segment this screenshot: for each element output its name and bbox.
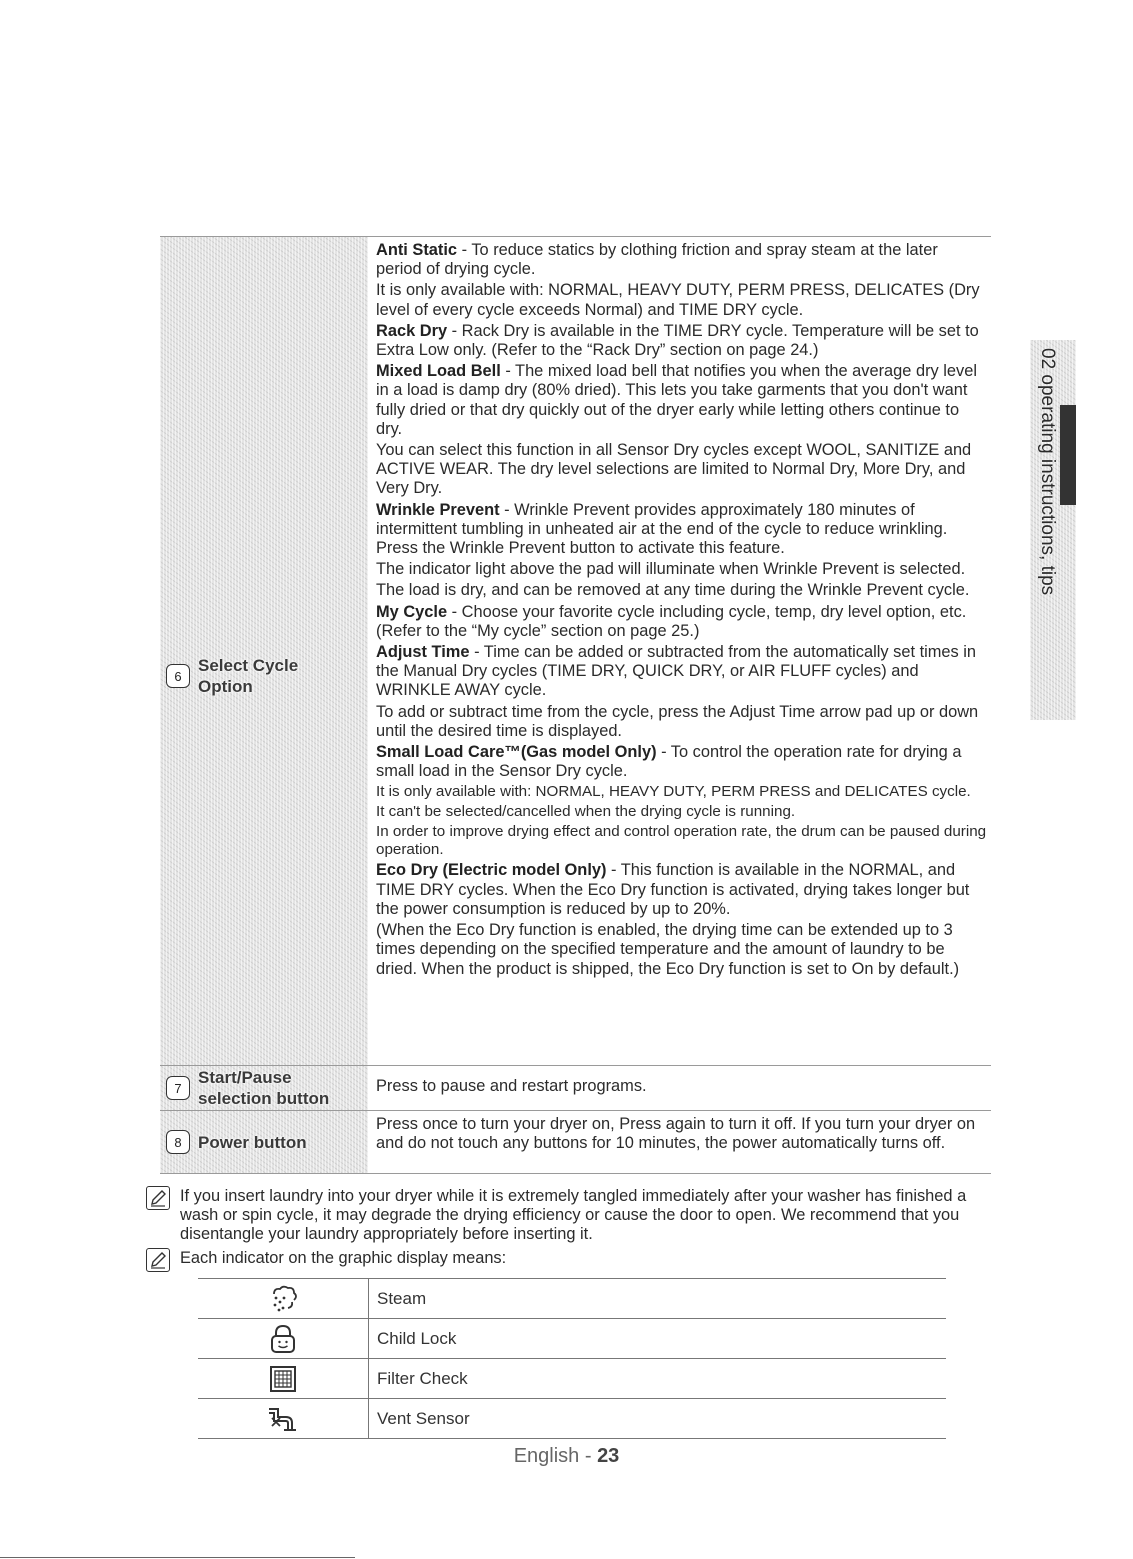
- row-label-cell: [160, 237, 368, 1065]
- description-paragraph: [376, 921, 987, 979]
- indicator-table: [198, 1278, 946, 1439]
- footer-language: English -: [513, 1445, 598, 1467]
- row-label-cell: [160, 1066, 368, 1110]
- indicator-label: Steam: [377, 1288, 427, 1308]
- description-paragraph: [376, 281, 987, 319]
- row-label: [166, 655, 308, 697]
- controls-table: [160, 236, 991, 1174]
- feature-text: - To control the operation rate for drying a small load in the Sensor Dry cycle.: [376, 743, 962, 781]
- description-paragraph: [376, 362, 987, 439]
- description-paragraph: [376, 501, 987, 559]
- row-number-badge: 6: [166, 664, 190, 688]
- indicator-row: [198, 1319, 946, 1359]
- indicator-icon-cell: [198, 1319, 369, 1358]
- indicator-icon-cell: [198, 1279, 369, 1318]
- row-description: [368, 237, 991, 1065]
- feature-text: In order to improve drying effect and control operation rate, the drum can be paused during operation.: [376, 823, 987, 859]
- vent-sensor-icon: [266, 1404, 300, 1434]
- indicator-row: [198, 1359, 946, 1399]
- indicator-row: [198, 1399, 946, 1439]
- feature-text: - This function is available in the NORMAL, and TIME DRY cycles. When the Eco Dry function is activated, drying takes longer but the power consumption is reduced by up to 20%.: [376, 861, 970, 918]
- feature-text: - Time can be added or subtracted from the automatically set times in the Manual Dry cycles (TIME DRY, QUICK DRY, or AIR FLUFF cycles) and WRINKLE AWAY cycle.: [376, 643, 977, 700]
- feature-title: My Cycle: [376, 602, 448, 621]
- row-label-cell: [160, 1111, 368, 1173]
- description-paragraph: [376, 560, 987, 579]
- feature-text: Press once to turn your dryer on, Press again to turn it off. If you turn your dryer on and do not touch any buttons for 10 minutes, the power automatically turns off.: [376, 1115, 976, 1153]
- indicator-row: [198, 1279, 946, 1319]
- feature-text: The indicator light above the pad will illuminate when Wrinkle Prevent is selected.: [376, 560, 966, 579]
- description-paragraph: [376, 241, 987, 279]
- indicator-icon-cell: [198, 1359, 369, 1398]
- feature-text: - Wrinkle Prevent provides approximately 180 minutes of intermittent tumbling in unheated air at the end of the cycle to reduce wrinkling. Press the Wrinkle Prevent button to activate this feature.: [376, 500, 948, 558]
- description-paragraph: [376, 1115, 987, 1153]
- indicator-label: Child Lock: [377, 1328, 457, 1348]
- row-label-text: Start/Pause selection button: [198, 1068, 330, 1108]
- feature-text: - To reduce statics by clothing friction and spray steam at the later period of drying cycle.: [376, 241, 938, 279]
- feature-title: Eco Dry (Electric model Only): [376, 861, 607, 880]
- feature-text: It can't be selected/cancelled when the drying cycle is running.: [376, 803, 796, 821]
- feature-text: It is only available with: NORMAL, HEAVY DUTY, PERM PRESS and DELICATES cycle.: [376, 783, 971, 801]
- indicator-label: Vent Sensor: [377, 1408, 470, 1428]
- description-paragraph: [376, 441, 987, 499]
- chapter-marker: [1060, 405, 1076, 505]
- page-footer: [0, 1445, 1133, 1468]
- note-icon: [146, 1248, 170, 1272]
- feature-title: Rack Dry: [376, 321, 448, 340]
- steam-icon: [266, 1284, 300, 1314]
- description-paragraph: [376, 581, 987, 600]
- feature-text: (When the Eco Dry function is enabled, the drying time can be extended up to 3 times depending on the specified temperature and the amount of laundry to be dried. When the product is shipped, the Eco Dry function is set to On by default.): [376, 921, 960, 978]
- description-paragraph: [376, 703, 987, 741]
- feature-text: It is only available with: NORMAL, HEAVY DUTY, PERM PRESS, DELICATES (Dry level of every cycle exceeds Normal) and TIME DRY cycle.: [376, 281, 980, 319]
- description-paragraph: [376, 861, 987, 919]
- child-lock-icon: [268, 1323, 298, 1355]
- feature-title: Mixed Load Bell: [376, 362, 501, 381]
- description-paragraph: [376, 823, 987, 859]
- page-number: 23: [597, 1445, 620, 1467]
- row-label-text: Select Cycle Option: [198, 656, 299, 696]
- note-indicators: [146, 1249, 976, 1272]
- description-paragraph: [376, 783, 987, 801]
- feature-text: Press to pause and restart programs.: [376, 1077, 647, 1096]
- feature-title: Anti Static: [376, 241, 458, 259]
- note-text: Each indicator on the graphic display means:: [180, 1249, 507, 1267]
- feature-text: The load is dry, and can be removed at any time during the Wrinkle Prevent cycle.: [376, 581, 970, 600]
- row-start-pause: [160, 1066, 991, 1111]
- note-icon: [146, 1186, 170, 1210]
- description-paragraph: [376, 803, 987, 821]
- feature-text: You can select this function in all Sensor Dry cycles except WOOL, SANITIZE and ACTIVE WEAR. The dry level selections are limited to Normal Dry, More Dry, and Very Dry.: [376, 441, 972, 498]
- indicator-label: Filter Check: [377, 1368, 468, 1388]
- description-paragraph: [376, 322, 987, 360]
- description-paragraph: [376, 643, 987, 701]
- indicator-icon-cell: [198, 1399, 369, 1438]
- feature-text: To add or subtract time from the cycle, press the Adjust Time arrow pad up or down until the desired time is displayed.: [376, 702, 979, 740]
- row-label-text: Power button: [198, 1132, 307, 1152]
- row-select-cycle-option: [160, 236, 991, 1066]
- row-number-badge: 7: [166, 1076, 190, 1100]
- row-label: [166, 1067, 358, 1109]
- description-paragraph: [376, 1077, 647, 1096]
- row-label: [166, 1130, 307, 1154]
- scan-line: [0, 1557, 355, 1558]
- description-paragraph: [376, 743, 987, 781]
- feature-title: Small Load Care™(Gas model Only): [376, 743, 657, 762]
- row-number-badge: 8: [166, 1130, 190, 1154]
- filter-check-icon: [268, 1364, 298, 1394]
- row-description: [368, 1066, 991, 1110]
- row-description: [368, 1111, 991, 1173]
- note-tangled-laundry: [146, 1187, 976, 1244]
- feature-title: Wrinkle Prevent: [376, 500, 500, 519]
- row-power-button: [160, 1111, 991, 1174]
- feature-title: Adjust Time: [376, 643, 470, 662]
- description-paragraph: [376, 603, 987, 641]
- feature-text: - Choose your favorite cycle including cycle, temp, dry level option, etc. (Refer to the “My cycle” section on page 25.): [376, 602, 967, 640]
- chapter-tab-label: 02 operating instructions, tips: [1037, 348, 1058, 596]
- feature-text: - Rack Dry is available in the TIME DRY cycle. Temperature will be set to Extra Low only. (Refer to the “Rack Dry” section on page 24.): [376, 321, 979, 360]
- feature-text: - The mixed load bell that notifies you when the average dry level in a load is damp dry (80% dried). This lets you take garments that you don't want fully dried or that dry quickly out of the dryer early while letting others continue to dry.: [376, 362, 977, 438]
- note-text: If you insert laundry into your dryer while it is extremely tangled immediately after your washer has finished a wash or spin cycle, it may degrade the drying efficiency or cause the door to open. We recommend that you disentangle your laundry appropriately before inserting it.: [180, 1187, 967, 1243]
